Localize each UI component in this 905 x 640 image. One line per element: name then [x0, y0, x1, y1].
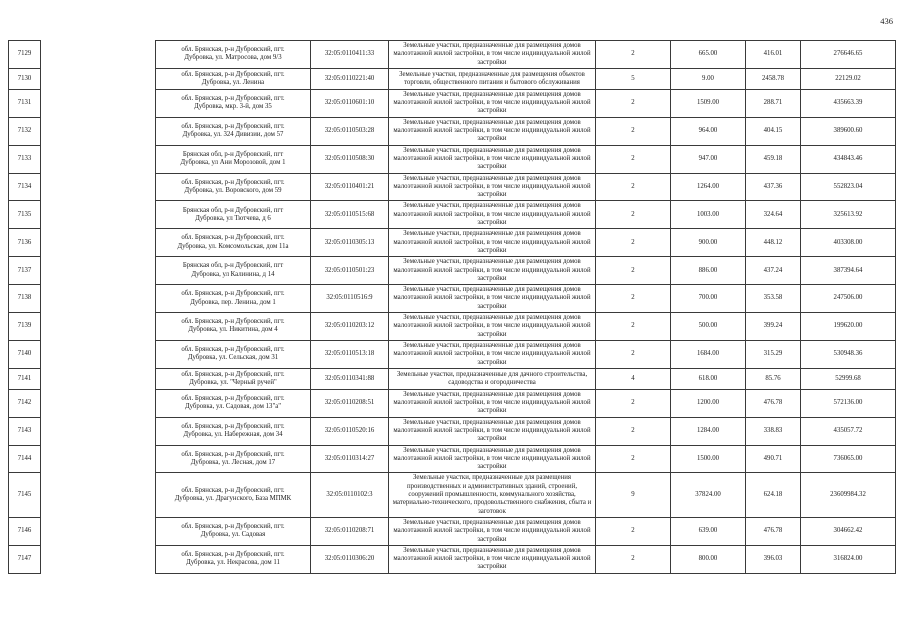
cadastral-number-cell: 32:05:0110208:71	[311, 517, 389, 545]
empty-cell	[41, 145, 156, 173]
table-row	[9, 117, 896, 145]
price-cell: 476.78	[746, 389, 801, 417]
price-cell: 2458.78	[746, 68, 801, 89]
total-cell: 23609984.32	[801, 473, 896, 517]
area-cell: 1509.00	[671, 89, 746, 117]
total-cell: 199620.00	[801, 313, 896, 341]
price-cell: 459.18	[746, 145, 801, 173]
table-row	[9, 389, 896, 417]
price-cell: 324.64	[746, 201, 801, 229]
land-use-cell: Земельные участки, предназначенные для размещения домов малоэтажной жилой застройки, в том числе индивидуальной жилой застройки	[389, 285, 596, 313]
land-use-cell: Земельные участки, предназначенные для размещения домов малоэтажной жилой застройки, в том числе индивидуальной жилой застройки	[389, 117, 596, 145]
cadastral-number-cell: 32:05:0110516:9	[311, 285, 389, 313]
table-row	[9, 313, 896, 341]
row-number-cell: 7132	[9, 117, 41, 145]
area-cell: 665.00	[671, 41, 746, 69]
address-cell: обл. Брянская, р-н Дубровский, пгт. Дубровка, ул. Сельская, дом 31	[156, 340, 311, 368]
row-number-cell: 7135	[9, 201, 41, 229]
price-cell: 490.71	[746, 445, 801, 473]
total-cell: 736065.00	[801, 445, 896, 473]
total-cell: 52999.68	[801, 368, 896, 389]
cadastral-number-cell: 32:05:0110601:10	[311, 89, 389, 117]
category-cell: 2	[596, 257, 671, 285]
table-row	[9, 368, 896, 389]
address-cell: обл. Брянская, р-н Дубровский, пгт. Дубровка, ул. Воровского, дом 59	[156, 173, 311, 201]
area-cell: 1264.00	[671, 173, 746, 201]
price-cell: 476.78	[746, 517, 801, 545]
empty-cell	[41, 41, 156, 69]
price-cell: 404.15	[746, 117, 801, 145]
address-cell: обл. Брянская, р-н Дубровский, пгт. Дубровка, ул. Матросова, дом 9/3	[156, 41, 311, 69]
empty-cell	[41, 229, 156, 257]
price-cell: 315.29	[746, 340, 801, 368]
address-cell: Брянская обл, р-н Дубровский, пгт Дубровка, ул Тютчева, д 6	[156, 201, 311, 229]
row-number-cell: 7140	[9, 340, 41, 368]
category-cell: 2	[596, 89, 671, 117]
land-use-cell: Земельные участки, предназначенные для размещения домов малоэтажной жилой застройки, в том числе индивидуальной жилой застройки	[389, 145, 596, 173]
total-cell: 304662.42	[801, 517, 896, 545]
table-row	[9, 229, 896, 257]
row-number-cell: 7133	[9, 145, 41, 173]
category-cell: 2	[596, 229, 671, 257]
land-plots-table	[8, 40, 896, 574]
address-cell: обл. Брянская, р-н Дубровский, пгт. Дубровка, ул. 324 Дивизии, дом 57	[156, 117, 311, 145]
total-cell: 572136.00	[801, 389, 896, 417]
address-cell: обл. Брянская, р-н Дубровский, пгт. Дубровка, ул. Некрасова, дом 11	[156, 545, 311, 573]
address-cell: обл. Брянская, р-н Дубровский, пгт. Дубровка, ул. Никитина, дом 4	[156, 313, 311, 341]
category-cell: 2	[596, 201, 671, 229]
price-cell: 624.18	[746, 473, 801, 517]
land-use-cell: Земельные участки, предназначенные для размещения домов малоэтажной жилой застройки, в том числе индивидуальной жилой застройки	[389, 340, 596, 368]
category-cell: 2	[596, 417, 671, 445]
row-number-cell: 7145	[9, 473, 41, 517]
empty-cell	[41, 257, 156, 285]
area-cell: 1684.00	[671, 340, 746, 368]
row-number-cell: 7139	[9, 313, 41, 341]
area-cell: 9.00	[671, 68, 746, 89]
address-cell: обл. Брянская, р-н Дубровский, пгт. Дубровка, мкр. 3-й, дом 35	[156, 89, 311, 117]
area-cell: 700.00	[671, 285, 746, 313]
total-cell: 403308.00	[801, 229, 896, 257]
empty-cell	[41, 517, 156, 545]
row-number-cell: 7129	[9, 41, 41, 69]
total-cell: 389600.60	[801, 117, 896, 145]
land-use-cell: Земельные участки, предназначенные для размещения домов малоэтажной жилой застройки, в том числе индивидуальной жилой застройки	[389, 89, 596, 117]
row-number-cell: 7134	[9, 173, 41, 201]
price-cell: 396.03	[746, 545, 801, 573]
row-number-cell: 7142	[9, 389, 41, 417]
total-cell: 387394.64	[801, 257, 896, 285]
address-cell: обл. Брянская, р-н Дубровский, пгт. Дубровка, ул. Садовая	[156, 517, 311, 545]
price-cell: 448.12	[746, 229, 801, 257]
area-cell: 900.00	[671, 229, 746, 257]
total-cell: 435663.39	[801, 89, 896, 117]
category-cell: 2	[596, 545, 671, 573]
empty-cell	[41, 89, 156, 117]
area-cell: 947.00	[671, 145, 746, 173]
cadastral-number-cell: 32:05:0110208:51	[311, 389, 389, 417]
category-cell: 2	[596, 313, 671, 341]
address-cell: обл. Брянская, р-н Дубровский, пгт. Дубровка, ул. "Черный ручей"	[156, 368, 311, 389]
address-cell: обл. Брянская, р-н Дубровский, пгт. Дубровка, ул. Садовая, дом 13"а"	[156, 389, 311, 417]
address-cell: обл. Брянская, р-н Дубровский, пгт. Дубровка, ул. Лесная, дом 17	[156, 445, 311, 473]
cadastral-number-cell: 32:05:0110503:28	[311, 117, 389, 145]
price-cell: 85.76	[746, 368, 801, 389]
address-cell: Брянская обл, р-н Дубровский, пгт Дубровка, ул Ани Морозовой, дом 1	[156, 145, 311, 173]
price-cell: 437.36	[746, 173, 801, 201]
row-number-cell: 7144	[9, 445, 41, 473]
row-number-cell: 7137	[9, 257, 41, 285]
category-cell: 2	[596, 285, 671, 313]
table-row	[9, 145, 896, 173]
category-cell: 2	[596, 145, 671, 173]
price-cell: 416.01	[746, 41, 801, 69]
row-number-cell: 7131	[9, 89, 41, 117]
table-row	[9, 473, 896, 517]
land-use-cell: Земельные участки, предназначенные для размещения домов малоэтажной жилой застройки, в том числе индивидуальной жилой застройки	[389, 313, 596, 341]
price-cell: 399.24	[746, 313, 801, 341]
area-cell: 1003.00	[671, 201, 746, 229]
address-cell: обл. Брянская, р-н Дубровский, пгт. Дубровка, пер. Ленина, дом 1	[156, 285, 311, 313]
category-cell: 2	[596, 117, 671, 145]
table-row	[9, 201, 896, 229]
empty-cell	[41, 545, 156, 573]
total-cell: 552823.04	[801, 173, 896, 201]
address-cell: обл. Брянская, р-н Дубровский, пгт. Дубровка, ул. Комсомольская, дом 11а	[156, 229, 311, 257]
cadastral-number-cell: 32:05:0110221:40	[311, 68, 389, 89]
category-cell: 9	[596, 473, 671, 517]
table-row	[9, 257, 896, 285]
total-cell: 276646.65	[801, 41, 896, 69]
empty-cell	[41, 313, 156, 341]
cadastral-number-cell: 32:05:0110314:27	[311, 445, 389, 473]
row-number-cell: 7136	[9, 229, 41, 257]
table-row	[9, 340, 896, 368]
address-cell: Брянская обл, р-н Дубровский, пгт Дубровка, ул Калинина, д 14	[156, 257, 311, 285]
table-row	[9, 285, 896, 313]
category-cell: 2	[596, 389, 671, 417]
category-cell: 5	[596, 68, 671, 89]
table-row	[9, 89, 896, 117]
table-row	[9, 68, 896, 89]
cadastral-number-cell: 32:05:0110401:21	[311, 173, 389, 201]
empty-cell	[41, 173, 156, 201]
address-cell: обл. Брянская, р-н Дубровский, пгт. Дубровка, ул. Набережная, дом 34	[156, 417, 311, 445]
empty-cell	[41, 201, 156, 229]
page-number: 436	[880, 16, 893, 26]
table-row	[9, 445, 896, 473]
empty-cell	[41, 68, 156, 89]
land-use-cell: Земельные участки, предназначенные для размещения домов малоэтажной жилой застройки, в том числе индивидуальной жилой застройки	[389, 517, 596, 545]
cadastral-number-cell: 32:05:0110513:18	[311, 340, 389, 368]
table-row	[9, 417, 896, 445]
table-row	[9, 545, 896, 573]
row-number-cell: 7138	[9, 285, 41, 313]
land-use-cell: Земельные участки, предназначенные для размещения домов малоэтажной жилой застройки, в том числе индивидуальной жилой застройки	[389, 201, 596, 229]
row-number-cell: 7141	[9, 368, 41, 389]
cadastral-number-cell: 32:05:0110501:23	[311, 257, 389, 285]
land-use-cell: Земельные участки, предназначенные для размещения домов малоэтажной жилой застройки, в том числе индивидуальной жилой застройки	[389, 41, 596, 69]
cadastral-number-cell: 32:05:0110306:20	[311, 545, 389, 573]
row-number-cell: 7147	[9, 545, 41, 573]
cadastral-number-cell: 32:05:0110520:16	[311, 417, 389, 445]
empty-cell	[41, 368, 156, 389]
price-cell: 338.83	[746, 417, 801, 445]
price-cell: 353.58	[746, 285, 801, 313]
empty-cell	[41, 340, 156, 368]
price-cell: 288.71	[746, 89, 801, 117]
land-use-cell: Земельные участки, предназначенные для размещения домов малоэтажной жилой застройки, в том числе индивидуальной жилой застройки	[389, 229, 596, 257]
table-row	[9, 41, 896, 69]
cadastral-number-cell: 32:05:0110508:30	[311, 145, 389, 173]
total-cell: 530948.36	[801, 340, 896, 368]
total-cell: 247506.00	[801, 285, 896, 313]
category-cell: 2	[596, 340, 671, 368]
category-cell: 2	[596, 173, 671, 201]
area-cell: 886.00	[671, 257, 746, 285]
price-cell: 437.24	[746, 257, 801, 285]
area-cell: 800.00	[671, 545, 746, 573]
table-body	[9, 41, 896, 574]
table-row	[9, 173, 896, 201]
cadastral-number-cell: 32:05:0110102:3	[311, 473, 389, 517]
empty-cell	[41, 473, 156, 517]
area-cell: 618.00	[671, 368, 746, 389]
total-cell: 325613.92	[801, 201, 896, 229]
area-cell: 639.00	[671, 517, 746, 545]
total-cell: 435057.72	[801, 417, 896, 445]
area-cell: 37824.00	[671, 473, 746, 517]
area-cell: 964.00	[671, 117, 746, 145]
land-use-cell: Земельные участки, предназначенные для дачного строительства, садоводства и огородничества	[389, 368, 596, 389]
area-cell: 500.00	[671, 313, 746, 341]
table-row	[9, 517, 896, 545]
address-cell: обл. Брянская, р-н Дубровский, пгт. Дубровка, ул. Ленина	[156, 68, 311, 89]
total-cell: 434843.46	[801, 145, 896, 173]
land-use-cell: Земельные участки, предназначенные для размещения домов малоэтажной жилой застройки, в том числе индивидуальной жилой застройки	[389, 173, 596, 201]
category-cell: 2	[596, 41, 671, 69]
empty-cell	[41, 285, 156, 313]
area-cell: 1284.00	[671, 417, 746, 445]
cadastral-number-cell: 32:05:0110341:88	[311, 368, 389, 389]
empty-cell	[41, 445, 156, 473]
cadastral-number-cell: 32:05:0110515:68	[311, 201, 389, 229]
land-use-cell: Земельные участки, предназначенные для размещения домов малоэтажной жилой застройки, в том числе индивидуальной жилой застройки	[389, 389, 596, 417]
land-use-cell: Земельные участки, предназначенные для размещения домов малоэтажной жилой застройки, в том числе индивидуальной жилой застройки	[389, 417, 596, 445]
total-cell: 22129.02	[801, 68, 896, 89]
row-number-cell: 7130	[9, 68, 41, 89]
category-cell: 2	[596, 445, 671, 473]
land-use-cell: Земельные участки, предназначенные для размещения производственных и административных зданий, строений, сооружений промышленности, коммунального хозяйства, материально-технического, продовольственного снабжения, сбыта и заготовок	[389, 473, 596, 517]
land-use-cell: Земельные участки, предназначенные для размещения объектов торговли, общественного питания и бытового обслуживания	[389, 68, 596, 89]
area-cell: 1500.00	[671, 445, 746, 473]
area-cell: 1200.00	[671, 389, 746, 417]
empty-cell	[41, 117, 156, 145]
land-use-cell: Земельные участки, предназначенные для размещения домов малоэтажной жилой застройки, в том числе индивидуальной жилой застройки	[389, 257, 596, 285]
address-cell: обл. Брянская, р-н Дубровский, пгт. Дубровка, ул. Драгунского, База МПМК	[156, 473, 311, 517]
category-cell: 2	[596, 517, 671, 545]
empty-cell	[41, 417, 156, 445]
cadastral-number-cell: 32:05:0110411:33	[311, 41, 389, 69]
row-number-cell: 7143	[9, 417, 41, 445]
empty-cell	[41, 389, 156, 417]
total-cell: 316824.00	[801, 545, 896, 573]
land-use-cell: Земельные участки, предназначенные для размещения домов малоэтажной жилой застройки, в том числе индивидуальной жилой застройки	[389, 445, 596, 473]
cadastral-number-cell: 32:05:0110203:12	[311, 313, 389, 341]
cadastral-number-cell: 32:05:0110305:13	[311, 229, 389, 257]
category-cell: 4	[596, 368, 671, 389]
land-use-cell: Земельные участки, предназначенные для размещения домов малоэтажной жилой застройки, в том числе индивидуальной жилой застройки	[389, 545, 596, 573]
row-number-cell: 7146	[9, 517, 41, 545]
